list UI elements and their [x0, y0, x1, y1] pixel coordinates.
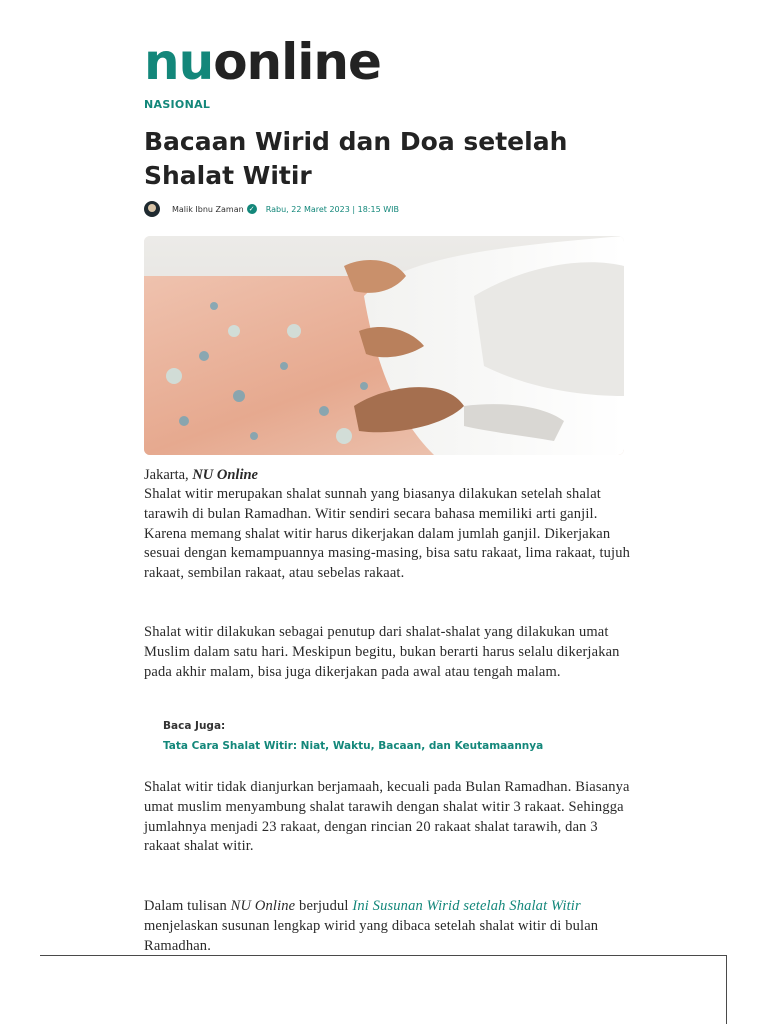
article-paragraph: Shalat witir merupakan shalat sunnah yang biasanya dilakukan setelah shalat tarawih di bulan Ramadhan. Witir sendiri secara bahasa memiliki arti ganjil. Karena memang shalat witir harus dikerjakan dalam jumlah ganjil. Dikerjakan sesuai dengan kemampuannya masing-masing, bisa satu rakaat, lima rakaat, tujuh rakaat, sembilan rakaat, atau sebelas rakaat. — [144, 486, 631, 582]
author-avatar[interactable] — [144, 201, 160, 217]
article-meta — [144, 201, 399, 217]
p4-source: NU Online — [230, 898, 296, 914]
logo-prefix: nu — [144, 33, 214, 91]
dateline-source: NU Online — [192, 467, 258, 483]
wirid-article-link[interactable]: Ini Susunan Wirid setelah Shalat Witir — [352, 898, 581, 914]
logo-suffix: online — [213, 33, 381, 91]
page-divider — [40, 955, 727, 956]
publish-date: Rabu, 22 Maret 2023 | 18:15 WIB — [265, 204, 399, 214]
article-title: Bacaan Wirid dan Doa setelah Shalat Witir — [144, 127, 568, 190]
category-label[interactable]: NASIONAL — [144, 98, 211, 111]
article-paragraph-4 — [144, 897, 634, 956]
dateline — [144, 465, 258, 485]
p4-text-3: menjelaskan susunan lengkap wirid yang dibaca setelah shalat witir di bulan Ramadhan. — [144, 917, 599, 954]
p4-text-2: berjudul — [295, 898, 353, 914]
dateline-city: Jakarta, — [144, 467, 189, 483]
verified-badge-icon: ✓ — [247, 204, 257, 214]
related-link[interactable]: Tata Cara Shalat Witir: Niat, Waktu, Bacaan, dan Keutamaannya — [163, 740, 544, 752]
p4-text-1: Dalam tulisan — [144, 898, 231, 914]
article-paragraph: Shalat witir dilakukan sebagai penutup dari shalat-shalat yang dilakukan umat Muslim dalam satu hari. Meskipun begitu, bukan berarti harus selalu dikerjakan pada akhir malam, bisa juga dikerjakan pada awal atau tengah malam. — [144, 624, 620, 680]
page-edge-divider — [726, 955, 727, 1024]
article-paragraph: Shalat witir tidak dianjurkan berjamaah, kecuali pada Bulan Ramadhan. Biasanya umat muslim menyambung shalat tarawih dengan shalat witir 3 rakaat. Sehingga jumlahnya menjadi 23 rakaat, dengan rincian 20 rakaat shalat tarawih, dan 3 rakaat shalat witir. — [144, 779, 630, 855]
author-name[interactable]: Malik Ibnu Zaman — [172, 204, 244, 214]
related-article-box — [163, 720, 543, 752]
related-label: Baca Juga: — [163, 720, 226, 732]
nu-online-logo[interactable] — [144, 34, 400, 90]
hero-image — [144, 236, 624, 455]
prayer-photo — [144, 236, 624, 455]
